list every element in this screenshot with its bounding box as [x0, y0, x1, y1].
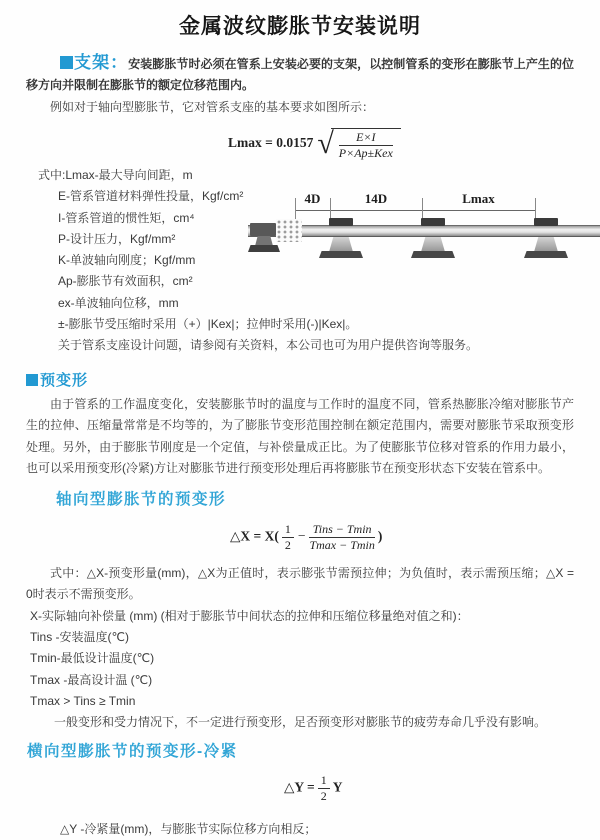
axial-line: Tmax -最高设计温 (℃) [30, 672, 153, 687]
definition-line: 式中:Lmax-最大导向间距，m [38, 168, 193, 182]
dim-label-14d: 14D [364, 191, 388, 206]
axial-predeform-formula [230, 523, 600, 552]
support-intro-text: 安装膨胀节时必须在管系上安装必要的支架，以控制管系的变形在膨胀节上产生的位移方向并限制在膨胀节的额定位移范围内。 [26, 57, 574, 92]
axial-formula-lhs: △X = X( [230, 528, 279, 544]
definition-line: E-管系管道材料弹性投量，Kgf/cm² [58, 189, 244, 204]
minus-sign: − [297, 528, 306, 544]
axial-line: Tmin-最低设计温度(℃) [30, 651, 155, 666]
definition-line: 关于管系支座设计问题，请参阅有关资料，本公司也可为用户提供咨询等服务。 [58, 338, 479, 353]
axial-formula-rhs: ) [377, 528, 383, 544]
lateral-note-line: △Y -冷紧量(mm)，与膨胀节实际位移方向相反； [60, 822, 317, 837]
pipe-support-diagram [248, 191, 600, 286]
definition-line: ex-单波轴向位移，mm [58, 295, 179, 310]
lmax-formula-numerator: E×I [339, 131, 393, 146]
support-pedestal [329, 237, 353, 252]
section-bullet-icon [26, 374, 38, 386]
anchor-clamp [250, 223, 276, 236]
support-cap [534, 218, 558, 226]
lateral-half-numerator: 1 [318, 774, 330, 789]
support-cap [329, 218, 353, 226]
definition-line: Ap-膨胀节有效面积，cm² [58, 274, 193, 289]
predeform-body-paragraph: 由于管系的工作温度变化，安装膨胀节时的温度与工作时的温度不同，管系热膨胀冷缩对膨胀节产生的拉伸、压缩量常常是不均等的，为了膨胀节变形范围控制在额定范围内，需要对膨胀节采取预变形处理。另外，由于膨胀节刚度是一个定值，与补偿量成正比。为了使膨胀节位移对管系的作用力最小，也可以采用预变形(冷紧)方让对膨胀节进行预变形处理后再将膨胀节在预变形状态下安装在管系中。 [26, 396, 574, 476]
dim-label-4d: 4D [304, 191, 321, 206]
definition-line: ±-膨胀节受压缩时采用（+）|Kex|；拉伸时采用(-)|Kex|。 [58, 317, 358, 332]
lateral-formula-rhs: Y [332, 780, 343, 796]
support-pedestal [421, 237, 445, 252]
definition-line: I-管系管道的惯性矩，cm⁴ [58, 210, 195, 225]
lmax-formula-lhs: Lmax = 0.0157 [228, 135, 314, 150]
definition-line: P-设计压力，Kgf/mm² [58, 231, 176, 246]
axial-line: Tmax > Tins ≥ Tmin [30, 693, 136, 708]
definition-line: K-单波轴向刚度；Kgf/mm [58, 253, 196, 268]
predeform-section-heading [26, 370, 574, 391]
half-denominator: 2 [284, 537, 291, 552]
predeform-section-label: 预变形 [40, 371, 89, 389]
lateral-half-denominator: 2 [320, 789, 327, 804]
support-pedestal [534, 237, 558, 252]
section-bullet-icon [60, 56, 73, 69]
support-example-line: 例如对于轴向型膨胀节，它对管系支座的基本要求如图所示： [50, 100, 375, 114]
support-base [411, 251, 455, 258]
support-intro-paragraph [26, 52, 574, 96]
support-base [524, 251, 568, 258]
axial-formula-numerator: Tins − Tmin [309, 523, 374, 538]
page-title: 金属波纹膨胀节安装说明 [179, 15, 421, 38]
axial-formula-denominator: Tmax − Tmin [309, 537, 375, 552]
anchor-base [248, 245, 280, 252]
axial-note-line: 一般变形和受力情况下，不一定进行预变形，足否预变形对膨胀节的疲劳寿命几乎没有影响。 [54, 715, 547, 730]
lateral-formula-lhs: △Y = [284, 780, 315, 796]
anchor-pedestal [255, 236, 273, 246]
lateral-predeform-formula [284, 774, 600, 803]
bellows-expansion-joint-icon [276, 219, 302, 242]
axial-definition-lines [30, 606, 574, 734]
lmax-formula [228, 127, 600, 161]
lateral-predeform-heading: 横向型膨胀节的预变形-冷紧 [27, 743, 238, 761]
lmax-formula-denominator: P×Ap±Kex [338, 145, 393, 160]
sqrt-radical-icon: √ [317, 127, 334, 160]
axial-predeform-heading: 轴向型膨胀节的预变形 [56, 490, 227, 508]
axial-line: Tins -安装温度(℃) [30, 629, 130, 644]
axial-line: X-实际轴向补偿量 (mm) (相对于膨胀节中间状态的拉伸和压缩位移量绝对值之和)： [30, 608, 469, 623]
support-section-label: 支架： [74, 53, 129, 72]
half-numerator: 1 [282, 523, 294, 538]
support-cap [421, 218, 445, 226]
dimension-line [295, 210, 536, 211]
dim-label-lmax: Lmax [462, 191, 495, 206]
support-base [319, 251, 363, 258]
axial-explain-paragraph: 式中：△X-预变形量(mm)，△X为正值时，表示膨张节需预拉伸；为负值时，表示需预压缩；△X = 0时表示不需预变形。 [26, 565, 574, 602]
